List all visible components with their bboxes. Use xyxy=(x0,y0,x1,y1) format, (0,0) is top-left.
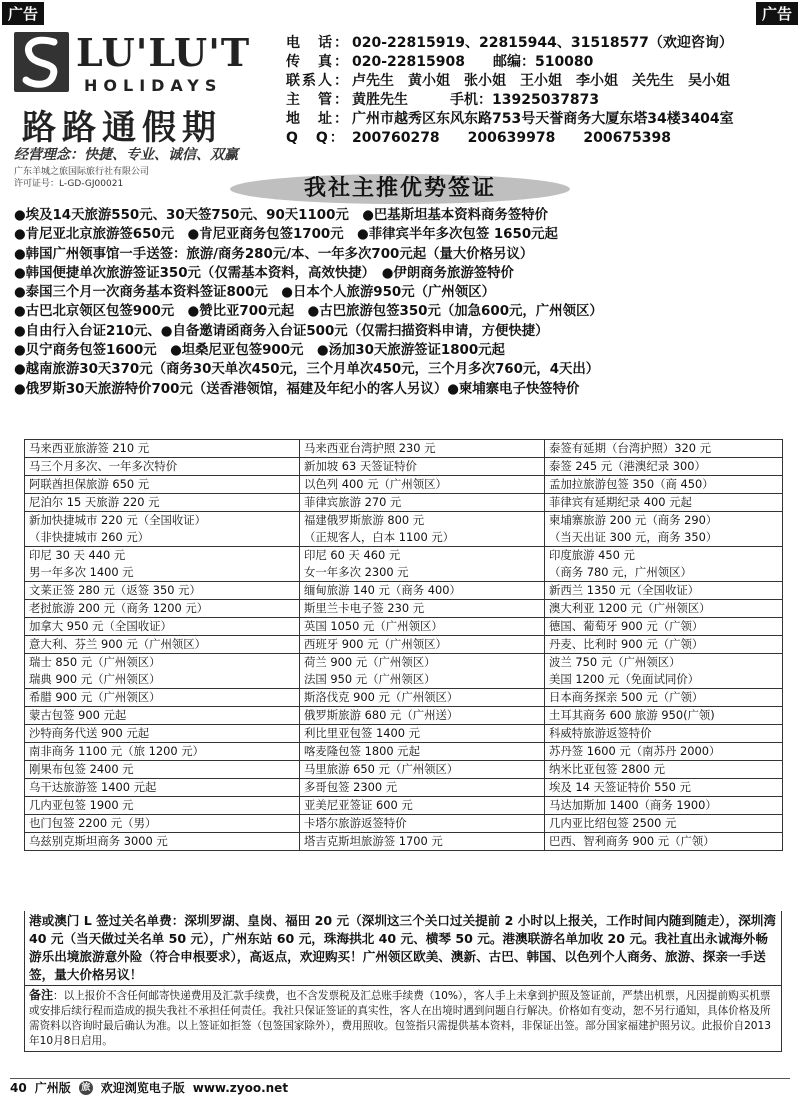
contact-value: 020-22815919、22815944、31518577（欢迎咨询） xyxy=(352,35,733,51)
price-line: 美国 1200 元（免面试同价） xyxy=(549,672,700,686)
price-line: 斯里兰卡电子签 230 元 xyxy=(304,601,425,615)
price-line: 利比里亚包签 1400 元 xyxy=(304,726,420,740)
logo-chinese: 路路通假期 xyxy=(22,108,222,148)
price-cell xyxy=(545,833,783,851)
price-cell xyxy=(300,779,545,797)
price-line: 马来西亚旅游签 210 元 xyxy=(29,441,150,455)
price-cell xyxy=(545,761,783,779)
contact-label: 传 真： xyxy=(286,54,350,70)
price-line: 瑞士 850 元（广州领区） xyxy=(29,655,161,669)
price-line: 瑞典 900 元（广州领区） xyxy=(29,672,161,686)
logo-s-icon xyxy=(14,32,69,92)
price-cell xyxy=(545,494,783,512)
featured-visa-item: ●韩国便捷单次旅游签证350元（仅需基本资料，高效快捷） ●伊朗商务旅游签特价 xyxy=(14,265,514,281)
price-line: 文莱正签 280 元（返签 350 元） xyxy=(29,583,201,597)
footer-slogan: 欢迎浏览电子版 xyxy=(100,1081,185,1095)
price-cell xyxy=(25,512,300,547)
price-line: 马来西亚台湾护照 230 元 xyxy=(304,441,436,455)
price-line: 女一年多次 2300 元 xyxy=(304,565,409,579)
price-line: 柬埔寨旅游 200 元（商务 290） xyxy=(549,513,718,527)
remarks-label: 备注 xyxy=(29,988,54,1002)
hk-macau-note: 港或澳门 L 签过关名单费：深圳罗湖、皇岗、福田 20 元（深圳这三个关口过关提前 2 小时以上报关，工作时间内随到随走），深圳湾 40 元（当天做过关名单 50 元），广州东站 60 元，珠海拱北 40 元、横琴 50 元。港澳联游名单加收 20 元。我社直出永诚海外畅游乐出境旅游意外险（符合申根要求），高返点，欢迎购买！广州领区欧美、澳新、古巴、韩国、以色列个人商务、旅游、探亲一手送签，量大价格另议！ xyxy=(29,913,776,982)
featured-visa-item: ●越南旅游30天370元（商务30天单次450元，三个月单次450元，三个月多次760元，4天出） xyxy=(14,362,600,378)
price-line: 男一年多次 1400 元 xyxy=(29,565,134,579)
price-cell xyxy=(25,458,300,476)
price-cell xyxy=(25,476,300,494)
ad-label-right: 广告 xyxy=(756,2,798,25)
table-row xyxy=(25,779,783,797)
price-line: 波兰 750 元（广州领区） xyxy=(549,655,681,669)
price-line: 印尼 60 天 460 元 xyxy=(304,548,401,562)
price-line: 也门包签 2200 元（男） xyxy=(29,816,157,830)
table-row xyxy=(25,600,783,618)
price-line: （当天出证 300 元，商务 350） xyxy=(549,530,718,544)
price-cell xyxy=(545,779,783,797)
price-cell xyxy=(25,440,300,458)
price-line: 塔吉克斯坦旅游签 1700 元 xyxy=(304,834,443,848)
price-line: 泰签 245 元（港澳纪录 300） xyxy=(549,459,706,473)
price-line: 俄罗斯旅游 680 元（广州送） xyxy=(304,708,459,722)
price-line: （商务 780 元，广州领区） xyxy=(549,565,692,579)
price-line: 亚美尼亚签证 600 元 xyxy=(304,798,413,812)
ad-label-left: 广告 xyxy=(2,2,44,25)
price-line: 土耳其商务 600 旅游 950(广领) xyxy=(549,708,715,722)
table-row xyxy=(25,582,783,600)
price-line: 新加坡 63 天签证特价 xyxy=(304,459,417,473)
price-line: 新加快捷城市 220 元（全国收证） xyxy=(29,513,207,527)
table-row xyxy=(25,833,783,851)
price-cell xyxy=(25,815,300,833)
table-row xyxy=(25,618,783,636)
featured-visa-item: ●肯尼亚北京旅游签650元 ●肯尼亚商务包签1700元 ●菲律宾半年多次包签 1650元起 xyxy=(14,227,558,243)
price-cell xyxy=(545,512,783,547)
price-cell xyxy=(25,833,300,851)
license-number: 许可证号：L-GD-GJ00021 xyxy=(14,179,124,189)
contact-row xyxy=(286,34,796,53)
business-motto: 经营理念：快捷、专业、诚信、双赢 xyxy=(14,147,238,163)
price-cell xyxy=(545,797,783,815)
price-cell xyxy=(300,458,545,476)
price-cell xyxy=(545,618,783,636)
company-logo xyxy=(8,26,278,191)
website-link[interactable]: www.zyoo.net xyxy=(192,1081,289,1095)
price-cell xyxy=(300,512,545,547)
price-cell xyxy=(25,618,300,636)
price-line: 尼泊尔 15 天旅游 220 元 xyxy=(29,495,160,509)
table-row xyxy=(25,689,783,707)
price-cell xyxy=(25,689,300,707)
price-cell xyxy=(300,743,545,761)
price-line: 南非商务 1100 元（旅 1200 元） xyxy=(29,744,204,758)
price-cell xyxy=(300,582,545,600)
price-line: 荷兰 900 元（广州领区） xyxy=(304,655,436,669)
price-line: 福建俄罗斯旅游 800 元 xyxy=(304,513,425,527)
price-cell xyxy=(545,725,783,743)
price-cell xyxy=(545,654,783,689)
contact-label: 地 址： xyxy=(286,111,350,127)
table-row xyxy=(25,494,783,512)
featured-visa-item: ●韩国广州领事馆一手送签：旅游/商务280元/本、一年多次700元起（量大价格另议） xyxy=(14,246,534,262)
edition-label: 广州版 xyxy=(34,1081,71,1095)
price-line: 澳大利亚 1200 元（广州领区） xyxy=(549,601,711,615)
company-name: 广东羊城之旅国际旅行社有限公司 xyxy=(14,167,150,177)
contact-value: 黄胜先生 手机：13925037873 xyxy=(352,92,600,108)
price-line: 菲律宾旅游 270 元 xyxy=(304,495,402,509)
price-cell xyxy=(300,707,545,725)
contact-value: 广州市越秀区东风东路753号天誉商务大厦东塔34楼3404室 xyxy=(352,111,734,127)
price-line: 孟加拉旅游包签 350（商 450） xyxy=(549,477,714,491)
price-cell xyxy=(300,636,545,654)
contact-label: 主 管： xyxy=(286,92,350,108)
price-cell xyxy=(545,440,783,458)
table-row xyxy=(25,725,783,743)
price-cell xyxy=(545,636,783,654)
table-row xyxy=(25,512,783,547)
price-line: （非快捷城市 260 元） xyxy=(29,530,150,544)
price-line: 马里旅游 650 元（广州领区） xyxy=(304,762,459,776)
price-cell xyxy=(300,654,545,689)
price-line: 日本商务探亲 500 元（广领） xyxy=(549,690,704,704)
price-line: 阿联酋担保旅游 650 元 xyxy=(29,477,150,491)
price-line: 科威特旅游返签特价 xyxy=(549,726,652,740)
price-cell xyxy=(545,600,783,618)
price-cell xyxy=(25,743,300,761)
price-cell xyxy=(25,600,300,618)
price-line: 巴西、智利商务 900 元（广领） xyxy=(549,834,715,848)
edition-badge-icon: 旅 xyxy=(79,1081,93,1095)
price-cell xyxy=(300,761,545,779)
featured-visa-item: ●埃及14天旅游550元、30天签750元、90天1100元 ●巴基斯坦基本资料商务签特价 xyxy=(14,208,548,223)
page-footer xyxy=(10,1078,790,1097)
table-row xyxy=(25,743,783,761)
price-cell xyxy=(300,815,545,833)
contact-label: 电 话： xyxy=(286,35,350,51)
price-cell xyxy=(25,547,300,582)
price-line: 马达加斯加 1400（商务 1900） xyxy=(549,798,717,812)
price-cell xyxy=(545,743,783,761)
price-line: 沙特商务代送 900 元起 xyxy=(29,726,150,740)
featured-visa-item: ●古巴北京领区包签900元 ●赞比亚700元起 ●古巴旅游包签350元（加急600元，广州领区） xyxy=(14,304,603,320)
price-cell xyxy=(545,689,783,707)
table-row xyxy=(25,707,783,725)
price-line: 加拿大 950 元（全国收证） xyxy=(29,619,172,633)
price-cell xyxy=(25,494,300,512)
price-cell xyxy=(300,618,545,636)
featured-visa-item: ●自由行入台证210元、●自备邀请函商务入台证500元（仅需扫描资料申请，方便快捷） xyxy=(14,323,549,339)
table-row xyxy=(25,636,783,654)
price-cell xyxy=(25,654,300,689)
featured-visa-list xyxy=(14,206,794,399)
featured-visa-item: ●贝宁商务包签1600元 ●坦桑尼亚包签900元 ●汤加30天旅游签证1800元起 xyxy=(14,343,505,359)
contact-label: Q Q： xyxy=(286,130,346,146)
price-cell xyxy=(300,689,545,707)
price-line: 意大利、芬兰 900 元（广州领区） xyxy=(29,637,207,651)
price-line: 泰签有延期（台湾护照）320 元 xyxy=(549,441,712,455)
price-cell xyxy=(25,707,300,725)
price-line: 几内亚包签 1900 元 xyxy=(29,798,134,812)
price-cell xyxy=(300,494,545,512)
price-cell xyxy=(300,440,545,458)
contact-row xyxy=(286,110,796,129)
price-line: 印尼 30 天 440 元 xyxy=(29,548,126,562)
price-line: 德国、葡萄牙 900 元（广领） xyxy=(549,619,704,633)
price-line: 多哥包签 2300 元 xyxy=(304,780,398,794)
contact-value: 200760278 200639978 200675398 xyxy=(352,130,672,146)
price-cell xyxy=(300,600,545,618)
price-cell xyxy=(300,797,545,815)
contact-value: 020-22815908 邮编：510080 xyxy=(352,54,594,70)
price-line: 马三个月多次、一年多次特价 xyxy=(29,459,178,473)
price-cell xyxy=(25,797,300,815)
page-number: 40 xyxy=(10,1081,27,1095)
price-line: 老挝旅游 200 元（商务 1200 元） xyxy=(29,601,209,615)
contact-row xyxy=(286,72,796,91)
price-cell xyxy=(25,761,300,779)
table-row xyxy=(25,761,783,779)
table-row xyxy=(25,797,783,815)
table-row xyxy=(25,458,783,476)
price-line: 纳米比亚包签 2800 元 xyxy=(549,762,665,776)
price-line: 法国 950 元（广州领区） xyxy=(304,672,436,686)
price-cell xyxy=(545,547,783,582)
price-line: 苏丹签 1600 元（南苏丹 2000） xyxy=(549,744,721,758)
table-row xyxy=(25,654,783,689)
price-line: 乌干达旅游签 1400 元起 xyxy=(29,780,157,794)
contact-row xyxy=(286,129,796,148)
price-cell xyxy=(300,547,545,582)
price-cell xyxy=(25,636,300,654)
headline-banner: 我社主推优势签证 xyxy=(230,174,570,204)
contact-value: 卢先生 黄小姐 张小姐 王小姐 李小姐 关先生 吴小姐 xyxy=(352,73,730,89)
price-line: 斯洛伐克 900 元（广州领区） xyxy=(304,690,459,704)
remarks-text: ：以上报价不含任何邮寄快递费用及汇款手续费，也不含发票税及汇总账手续费（10%），客人手上未拿到护照及签证前，严禁出机票，凡因提前购买机票或安排后续行程而造成的损失我社不承担任何责任。我社只保证签证的真实性，客人在出境时遇到问题自行解决。价格如有变动，恕不另行通知，具体价格及所需资料以咨询时最后确认为准。以上签证如拒签（包签国家除外），费用照收。包签指只需提供基本资料，非保证出签。部分国家福建护照另议。此报价自2013年10月8日启用。 xyxy=(29,990,772,1047)
price-line: 以色列 400 元（广州领区） xyxy=(304,477,447,491)
price-line: 乌兹别克斯坦商务 3000 元 xyxy=(29,834,168,848)
price-cell xyxy=(25,725,300,743)
price-line: 卡塔尔旅游返签特价 xyxy=(304,816,407,830)
price-line: 新西兰 1350 元（全国收证） xyxy=(549,583,700,597)
contact-label: 联系人： xyxy=(286,73,350,89)
featured-visa-item: ●泰国三个月一次商务基本资料签证800元 ●日本个人旅游950元（广州领区） xyxy=(14,285,495,301)
price-cell xyxy=(545,582,783,600)
contact-block xyxy=(286,34,796,148)
price-cell xyxy=(25,582,300,600)
featured-visa-item: ●俄罗斯30天旅游特价700元（送香港领馆，福建及年纪小的客人另议）●柬埔寨电子快签特价 xyxy=(14,381,580,397)
price-cell xyxy=(25,779,300,797)
price-line: 菲律宾有延期纪录 400 元起 xyxy=(549,495,692,509)
logo-holidays: HOLIDAYS xyxy=(84,76,223,95)
table-row xyxy=(25,547,783,582)
contact-row xyxy=(286,53,796,72)
notes-box xyxy=(24,911,782,1052)
price-cell xyxy=(300,476,545,494)
logo-english: LU'LU'T xyxy=(76,30,251,75)
table-row xyxy=(25,815,783,833)
price-cell xyxy=(545,707,783,725)
visa-price-table xyxy=(24,439,783,851)
price-line: 印度旅游 450 元 xyxy=(549,548,635,562)
price-line: 蒙古包签 900 元起 xyxy=(29,708,127,722)
price-line: 喀麦隆包签 1800 元起 xyxy=(304,744,420,758)
price-cell xyxy=(545,476,783,494)
price-cell xyxy=(300,833,545,851)
price-line: 缅甸旅游 140 元（商务 400） xyxy=(304,583,461,597)
company-info xyxy=(14,166,149,190)
price-line: 埃及 14 天签证特价 550 元 xyxy=(549,780,691,794)
price-cell xyxy=(545,458,783,476)
price-line: 丹麦、比利时 900 元（广领） xyxy=(549,637,704,651)
price-line: 刚果布包签 2400 元 xyxy=(29,762,134,776)
price-line: 希腊 900 元（广州领区） xyxy=(29,690,161,704)
price-line: 几内亚比绍包签 2500 元 xyxy=(549,816,677,830)
contact-row xyxy=(286,91,796,110)
table-row xyxy=(25,476,783,494)
price-cell xyxy=(545,815,783,833)
table-row xyxy=(25,440,783,458)
remarks xyxy=(25,985,781,1051)
price-line: 西班牙 900 元（广州领区） xyxy=(304,637,447,651)
price-line: （正规客人，白本 1100 元） xyxy=(304,530,455,544)
price-line: 英国 1050 元（广州领区） xyxy=(304,619,443,633)
price-cell xyxy=(300,725,545,743)
